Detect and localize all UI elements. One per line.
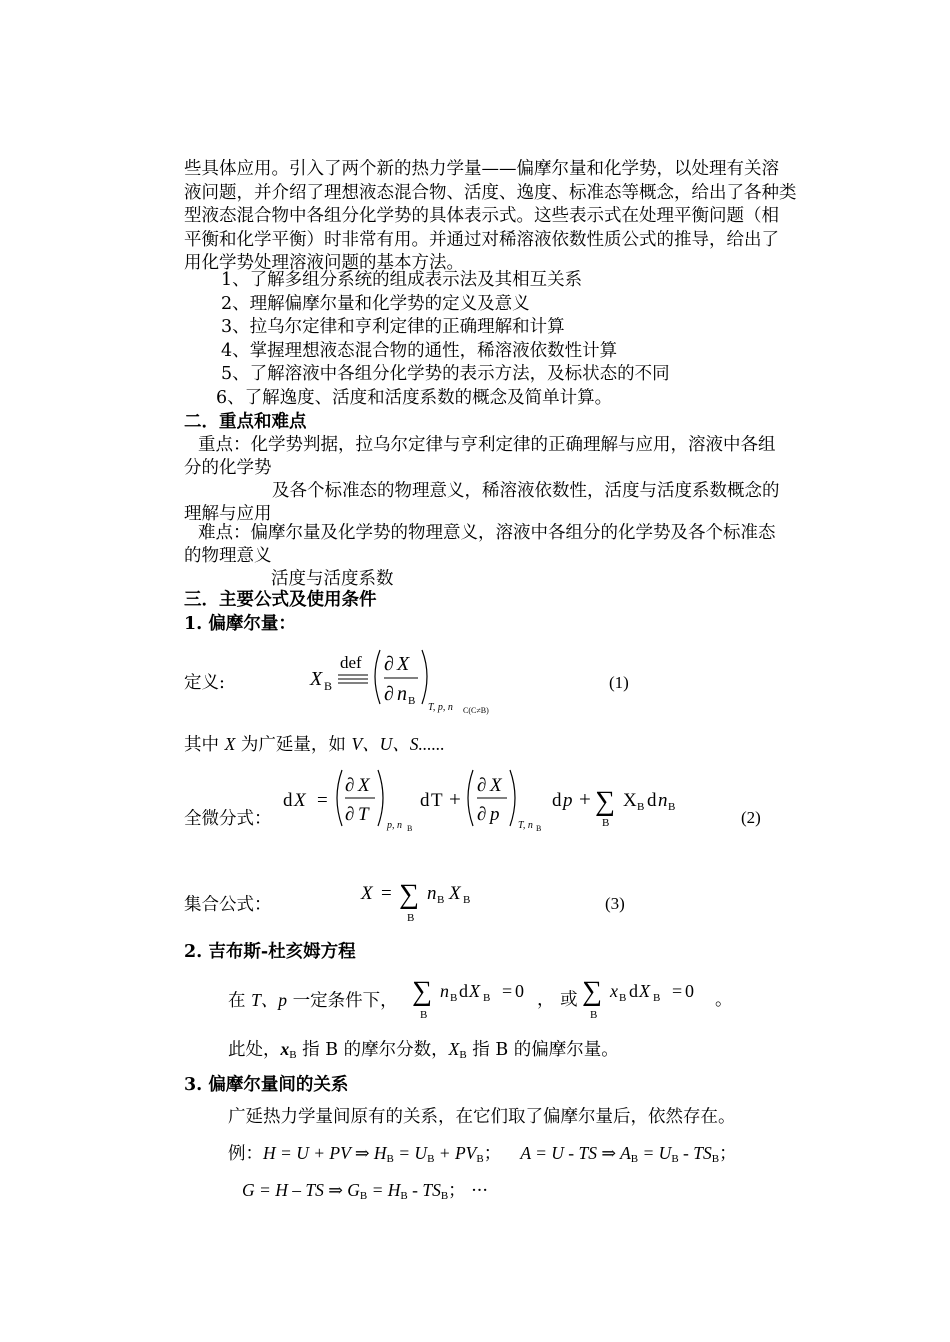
eq2-paren-1-left [337, 770, 342, 826]
section-3-heading: 三．主要公式及使用条件 [184, 590, 377, 610]
eq1-X-top: X [397, 653, 410, 675]
gd2-d: d [629, 981, 638, 1001]
eq2-X-top-2: X [490, 775, 502, 796]
eq2-X: X [294, 790, 306, 811]
gd2-x-sub: B [619, 992, 627, 1004]
eq2-XB-sub: B [637, 801, 645, 813]
eq2-dn-n: n [658, 790, 668, 811]
gibbs-duhem-condition [228, 989, 398, 1014]
equation-1-number: (1) [609, 673, 629, 692]
eq2-T-bottom: T [358, 804, 369, 825]
subsection-3-heading: 3. 偏摩尔量间的关系 [184, 1075, 349, 1095]
eq2-paren-1-right [378, 770, 383, 826]
gd2-X: X [639, 981, 650, 1001]
equation-2-total-differential [275, 762, 695, 842]
eq1-subscript-C: C(C≠B) [463, 706, 489, 715]
example-1b-sub: B [427, 1153, 435, 1165]
eq1-partial-bottom: ∂ [384, 683, 394, 705]
difficulty-line-1: 难点：偏摩尔量及化学势的物理意义，溶液中各组分的化学势及各个标准态 [198, 523, 776, 543]
gd-vars: T、p [251, 990, 288, 1010]
example-3b-sub: B [400, 1190, 408, 1202]
example-3c-sub: B [440, 1190, 449, 1202]
eq1-sub-B-bottom: B [408, 695, 416, 707]
eq2-subscript-B-2: B [536, 824, 542, 833]
eq3-sum-sub-B: B [407, 912, 415, 924]
key-points-line-3: 及各个标准态的物理意义，稀溶液依数性，活度与活度系数概念的 [272, 481, 780, 501]
intro-line: 型液态混合物中各组分化学势的具体表示式。这些表示式在处理平衡问题（相 [184, 206, 779, 226]
eq3-n: n [427, 883, 437, 904]
extensive-prefix: 其中 [184, 735, 219, 755]
example-1c: + PV [434, 1143, 477, 1163]
here-prefix: 此处， [228, 1040, 281, 1060]
example-2b-sub: B [671, 1153, 679, 1165]
eq2-subscript-B-1: B [407, 824, 413, 833]
collective-formula-label: 集合公式： [184, 895, 272, 915]
example-3b: = H [367, 1180, 401, 1200]
example-line-2 [242, 1179, 488, 1209]
eq2-dn-sub: B [668, 801, 676, 813]
eq2-X-top-1: X [358, 775, 370, 796]
here-Xb-sub: B [459, 1049, 467, 1061]
example-label: 例： [228, 1144, 263, 1164]
example-3a: G = H – TS ⇒ G [242, 1180, 360, 1200]
extensive-vars: V、U、S...... [351, 734, 445, 754]
example-3a-sub: B [359, 1190, 368, 1202]
gd1-X: X [469, 981, 480, 1001]
gd2-sum: ∑ [582, 976, 602, 1007]
eq2-subscript-Tn: T, n [518, 820, 533, 831]
here-xb: x [280, 1039, 290, 1059]
eq2-partial-3: ∂ [477, 775, 487, 796]
eq1-subscript-Tpn: T, p, n [428, 702, 453, 713]
objective-item-6: 6、了解逸度、活度和活度系数的概念及简单计算。 [216, 388, 613, 408]
equation-3-collective [355, 866, 495, 926]
eq2-partial-4: ∂ [477, 804, 487, 825]
difficulty-line-3: 活度与活度系数 [271, 569, 394, 589]
equation-1-definition [300, 640, 510, 720]
here-xb-sub: B [289, 1049, 297, 1061]
eq3-XB: X [449, 883, 461, 904]
example-2c-sub: B [711, 1153, 720, 1165]
here-partial-molar: 指 B 的偏摩尔量。 [472, 1040, 619, 1060]
objective-item: 4、掌握理想液态混合物的通性，稀溶液依数性计算 [221, 340, 618, 361]
gd2-sum-sub: B [590, 1009, 598, 1021]
extensive-quantity-note [184, 733, 445, 758]
eq2-dT-d: d [420, 790, 430, 811]
equation-2-number: (2) [741, 808, 761, 827]
key-points-line-2: 分的化学势 [184, 458, 272, 478]
key-points-line-4: 理解与应用 [184, 504, 272, 524]
objective-item: 5、了解溶液中各组分化学势的表示方法，及标状态的不同 [221, 364, 670, 384]
eq2-plus-1: + [449, 787, 461, 811]
example-1c-sub: B [476, 1153, 484, 1165]
here-note [228, 1038, 619, 1068]
example-3c: - TS [407, 1180, 441, 1200]
example-1a: H = U + PV ⇒ H [263, 1143, 387, 1163]
gd1-sum-sub: B [420, 1009, 428, 1021]
eq1-sub-B: B [324, 679, 333, 693]
intro-line: 平衡和化学平衡）时非常有用。并通过对稀溶液依数性质公式的推导，给出了 [184, 229, 779, 250]
gd2-zero: 0 [685, 981, 694, 1001]
example-2a-sub: B [630, 1153, 639, 1165]
eq2-dp-p: p [563, 790, 573, 811]
gd1-zero: 0 [515, 981, 524, 1001]
eq2-dn-d: d [647, 790, 657, 811]
example-2a: A = U - TS ⇒ A [520, 1143, 631, 1163]
gibbs-duhem-equation-2 [580, 970, 710, 1025]
objectives-list [221, 269, 670, 387]
key-points-line-1: 重点：化学势判据，拉乌尔定律与亨利定律的正确理解与应用，溶液中各组 [198, 435, 776, 455]
example-1a-sub: B [386, 1153, 394, 1165]
eq2-p-bottom: p [490, 804, 500, 825]
eq1-n-bottom: n [397, 683, 407, 705]
gd2-x: x [610, 981, 618, 1001]
intro-line: 用化学势处理溶液问题的基本方法。 [184, 253, 464, 273]
gd2-X-sub: B [653, 992, 661, 1004]
example-1d: ； [483, 1144, 502, 1164]
eq1-left-paren [375, 650, 380, 704]
eq2-dp-d: d [552, 790, 562, 811]
eq1-def: def [340, 653, 362, 672]
section-2-heading: 二．重点和难点 [184, 412, 307, 432]
gd1-n-sub: B [450, 992, 458, 1004]
gd1-d: d [459, 981, 468, 1001]
objective-item: 2、理解偏摩尔量和化学势的定义及意义 [221, 293, 530, 314]
gibbs-duhem-end: 。 [715, 990, 733, 1010]
eq3-n-sub: B [437, 894, 445, 906]
example-1b: = U [393, 1143, 428, 1163]
total-differential-label: 全微分式： [184, 809, 272, 829]
example-line-1 [228, 1142, 737, 1172]
difficulty-line-2: 的物理意义 [184, 546, 272, 566]
example-3d: ； ··· [448, 1181, 488, 1201]
extensive-x: X [224, 734, 236, 754]
gd1-sum: ∑ [412, 976, 432, 1007]
eq2-subscript-pn: p, n [387, 820, 402, 831]
eq2-plus-2: + [579, 787, 591, 811]
intro-paragraph [184, 158, 797, 276]
subsection-2-heading: 2. 吉布斯-杜亥姆方程 [184, 942, 356, 962]
eq2-d: d [283, 790, 293, 811]
gibbs-duhem-equation-1 [410, 970, 530, 1025]
extensive-mid: 为广延量，如 [240, 735, 346, 755]
eq2-partial-1: ∂ [345, 775, 355, 796]
objective-item: 1、了解多组分系统的组成表示法及其相互关系 [221, 270, 583, 290]
eq2-XB: X [623, 790, 637, 811]
relation-text: 广延热力学量间原有的关系，在它们取了偏摩尔量后，依然存在。 [228, 1107, 736, 1127]
here-mole-fraction: 指 B 的摩尔分数， [302, 1040, 449, 1060]
here-Xb: X [448, 1039, 460, 1059]
gd1-n: n [440, 981, 449, 1001]
eq2-paren-2-right [510, 770, 515, 826]
eq2-sum-sub-B: B [602, 817, 610, 829]
gd1-X-sub: B [483, 992, 491, 1004]
eq1-X: X [310, 668, 323, 690]
eq1-partial-top: ∂ [384, 653, 394, 675]
definition-label: 定义: [184, 673, 225, 693]
example-2d: ； [719, 1144, 737, 1164]
objective-item: 3、拉乌尔定律和亨利定律的正确理解和计算 [221, 317, 565, 337]
gd-condition: 一定条件下， [292, 991, 398, 1011]
gibbs-duhem-or: ， 或 [537, 990, 578, 1010]
intro-line: 些具体应用。引入了两个新的热力学量——偏摩尔量和化学势，以处理有关溶 [184, 159, 779, 179]
eq3-X: X [361, 883, 373, 904]
eq2-equals: = [317, 790, 328, 811]
eq3-sum: ∑ [399, 879, 419, 910]
intro-line: 液问题，并介绍了理想液态混合物、活度、逸度、标准态等概念，给出了各种类 [184, 182, 797, 203]
eq3-equals: = [381, 883, 392, 904]
gd2-equals: = [672, 981, 683, 1001]
eq2-sum: ∑ [595, 786, 615, 817]
subsection-1-heading: 1. 偏摩尔量： [184, 614, 296, 634]
eq2-paren-2-left [468, 770, 473, 826]
eq1-right-paren [422, 650, 427, 704]
eq3-XB-sub: B [463, 894, 471, 906]
gd1-equals: = [502, 981, 513, 1001]
eq2-dT-T: T [431, 790, 443, 811]
example-2c: - TS [678, 1143, 712, 1163]
gd-prefix: 在 [228, 991, 246, 1011]
example-2b: = U [638, 1143, 672, 1163]
equation-3-number: (3) [605, 894, 625, 913]
eq2-partial-2: ∂ [345, 804, 355, 825]
